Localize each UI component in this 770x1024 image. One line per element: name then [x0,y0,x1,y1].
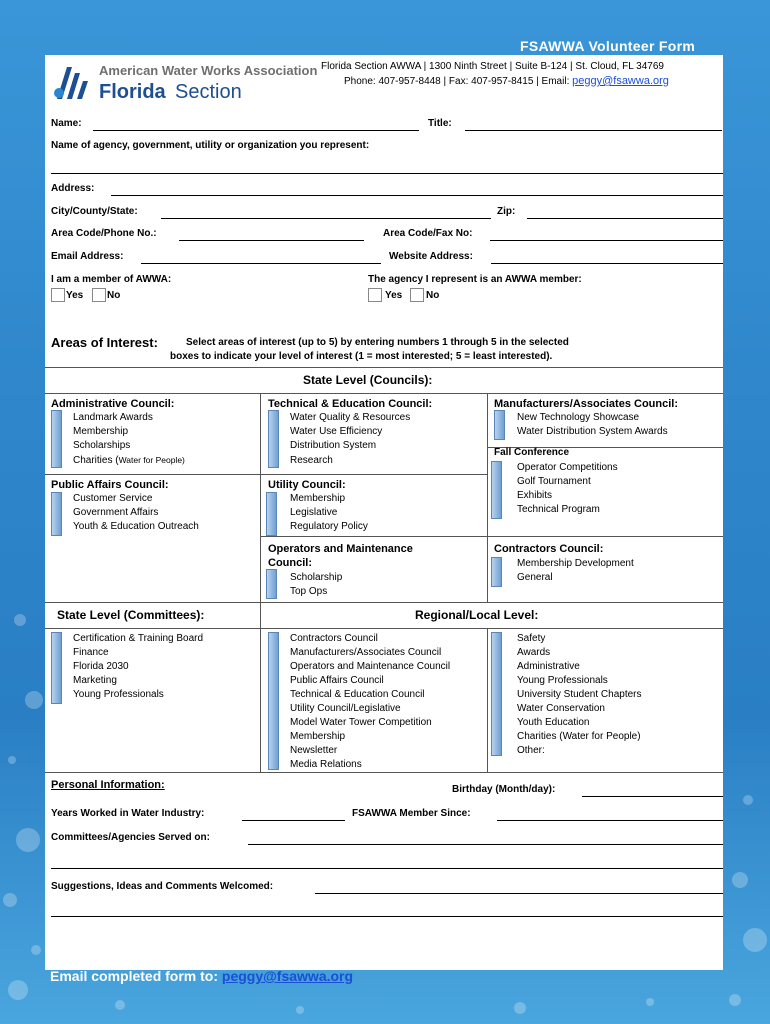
title-field[interactable] [465,130,722,131]
awwa-logo [53,63,318,107]
mfg-council-list [517,411,668,439]
list-item [73,453,185,468]
ops-council-title-line1: Operators and Maintenance [268,543,413,555]
header-contact [344,74,669,89]
admin-council-list [73,411,185,468]
divider [487,628,488,772]
header-address: Florida Section AWWA | 1300 Ninth Street | Suite B-124 | St. Cloud, FL 34769 [321,61,664,72]
ops-council-checkbox[interactable] [266,569,277,599]
charities-label: Charities ( [73,455,119,466]
list-item: Finance [73,647,109,658]
logo-line1: American Water Works Association [99,63,318,78]
regional-col1-list [290,632,450,772]
committees-heading: State Level (Committees): [57,608,205,622]
address-label: Address: [51,183,95,194]
list-item: Landmark Awards [73,412,153,423]
fall-conference-checkbox[interactable] [491,461,502,519]
regional-col2-list [517,632,642,758]
list-item: Charities (Water for People) [517,731,641,742]
agency-member-yes-checkbox[interactable] [368,288,382,302]
title-label: Title: [428,118,452,129]
list-item: Membership [290,493,346,504]
interest-instructions-1: Select areas of interest (up to 5) by entering numbers 1 through 5 in the selected [186,337,569,348]
divider [45,772,723,773]
agency-member-no-label: No [426,290,440,301]
mfg-council-checkbox[interactable] [494,410,505,440]
list-item: Regulatory Policy [290,521,368,532]
divider [45,367,723,368]
areas-of-interest-title [51,335,158,350]
committees-list [73,632,203,702]
name-field[interactable] [93,130,419,131]
list-item: Awards [517,647,551,658]
public-affairs-title: Public Affairs Council: [51,479,169,491]
tech-council-checkbox[interactable] [268,410,279,468]
list-item: Exhibits [517,490,553,501]
list-item: Top Ops [290,586,328,597]
phone-label: Area Code/Phone No.: [51,228,157,239]
list-item: Legislative [290,507,338,518]
list-item: Membership Development [517,558,634,569]
agency-member-yes-label: Yes [385,290,403,301]
list-item: Administrative [517,661,580,672]
fax-label: Area Code/Fax No: [383,228,473,239]
website-field[interactable] [491,263,723,264]
list-item: Model Water Tower Competition [290,717,432,728]
list-item: Scholarship [290,572,343,583]
awwa-member-no-checkbox[interactable] [92,288,106,302]
footer-text: Email completed form to: [50,968,219,984]
ops-council-title-line2: Council: [268,557,312,569]
zip-label: Zip: [497,206,516,217]
city-field[interactable] [161,218,491,219]
ops-council-list [290,571,342,599]
list-item: Other: [517,745,545,756]
charities-note: Water for People) [118,455,185,465]
list-item: Membership [290,731,346,742]
list-item: Membership [73,426,129,437]
tech-council-title: Technical & Education Council: [268,398,433,410]
list-item: General [517,572,553,583]
awwa-member-yes-label: Yes [66,290,84,301]
public-affairs-checkbox[interactable] [51,492,62,536]
committees-served-field-line2[interactable] [51,868,723,869]
divider [45,602,723,603]
list-item: Youth & Education Outreach [73,521,199,532]
list-item: Media Relations [290,759,362,770]
birthday-label: Birthday (Month/day): [452,784,556,795]
city-label: City/County/State: [51,206,138,217]
list-item: Government Affairs [73,507,159,518]
list-item: Technical & Education Council [290,689,425,700]
form-title: FSAWWA Volunteer Form [520,38,696,54]
councils-heading: State Level (Councils): [303,373,433,387]
fall-conference-title: Fall Conference [494,447,570,458]
list-item: Scholarships [73,440,131,451]
zip-field[interactable] [527,218,723,219]
fax-field[interactable] [490,240,723,241]
contractors-council-list [517,557,634,585]
fall-conference-list [517,461,618,517]
name-label: Name: [51,118,82,129]
list-item: Operator Competitions [517,462,618,473]
divider [487,536,723,537]
agency-field[interactable] [51,173,723,174]
admin-council-title: Administrative Council: [51,398,175,410]
website-label: Website Address: [389,251,473,262]
logo-section: Section [175,81,242,103]
years-field[interactable] [242,820,345,821]
awwa-member-label: I am a member of AWWA: [51,274,172,285]
list-item: Public Affairs Council [290,675,384,686]
committees-checkbox[interactable] [51,632,62,704]
years-label: Years Worked in Water Industry: [51,808,205,819]
divider [260,393,261,602]
tech-council-list [290,411,410,467]
areas-of-interest-heading: Areas of Interest [51,335,154,350]
birthday-field[interactable] [582,796,723,797]
list-item: Water Quality & Resources [290,412,411,423]
agency-member-label: The agency I represent is an AWWA member: [368,274,582,285]
footer [50,968,353,984]
suggestions-label: Suggestions, Ideas and Comments Welcomed: [51,881,274,892]
list-item: Golf Tournament [517,476,591,487]
divider [45,628,723,629]
phone-field[interactable] [179,240,364,241]
email-field[interactable] [141,263,381,264]
suggestions-field[interactable] [315,893,723,894]
member-since-label: FSAWWA Member Since: [352,808,471,819]
utility-council-list [290,492,368,534]
personal-info-title: Personal Information: [51,779,165,791]
list-item: Customer Service [73,493,153,504]
list-item: University Student Chapters [517,689,642,700]
divider [487,393,488,602]
regional-col2-checkbox[interactable] [491,632,502,756]
regional-col1-checkbox[interactable] [268,632,279,770]
list-item: Young Professionals [517,675,608,686]
committees-served-field[interactable] [248,844,723,845]
divider [45,474,260,475]
list-item: Young Professionals [73,689,164,700]
list-item: Distribution System [290,440,377,451]
utility-council-title: Utility Council: [268,479,346,491]
interest-instructions-2: boxes to indicate your level of interest (1 = most interested; 5 = least interested). [170,351,553,362]
awwa-member-no-label: No [107,290,121,301]
list-item: Manufacturers/Associates Council [290,647,442,658]
address-field[interactable] [111,195,723,196]
list-item: Newsletter [290,745,338,756]
areas-of-interest-colon: : [153,335,158,350]
mfg-council-title: Manufacturers/Associates Council: [494,398,678,410]
divider [45,393,723,394]
list-item: Water Conservation [517,703,605,714]
member-since-field[interactable] [497,820,723,821]
list-item: Research [290,455,333,466]
agency-member-no-checkbox[interactable] [410,288,424,302]
list-item: Water Distribution System Awards [517,426,668,437]
public-affairs-list [73,492,199,534]
list-item: Contractors Council [290,633,378,644]
committees-served-label: Committees/Agencies Served on: [51,832,210,843]
footer-email-link[interactable]: peggy@fsawwa.org [221,968,354,984]
awwa-member-yes-checkbox[interactable] [51,288,65,302]
email-label: Email Address: [51,251,124,262]
header-email-link[interactable]: peggy@fsawwa.org [572,75,669,87]
awwa-logo-mark-icon [53,63,91,101]
list-item: Safety [517,633,546,644]
list-item: Utility Council/Legislative [290,703,401,714]
list-item: Water Use Efficiency [290,426,383,437]
header-contact-text: Phone: 407-957-8448 | Fax: 407-957-8415 | Email: [344,76,573,87]
suggestions-field-line2[interactable] [51,916,723,917]
list-item: Certification & Training Board [73,633,204,644]
logo-florida: Florida [99,81,166,103]
regional-heading: Regional/Local Level: [415,608,539,622]
list-item: Florida 2030 [73,661,129,672]
list-item: Youth Education [517,717,590,728]
utility-council-checkbox[interactable] [266,492,277,536]
admin-council-checkbox[interactable] [51,410,62,468]
agency-label: Name of agency, government, utility or organization you represent: [51,140,370,151]
list-item: Technical Program [517,504,600,515]
list-item: New Technology Showcase [517,412,640,423]
form-sheet [45,55,723,970]
list-item: Operators and Maintenance Council [290,661,451,672]
list-item: Marketing [73,675,117,686]
contractors-council-checkbox[interactable] [491,557,502,587]
contractors-council-title: Contractors Council: [494,543,604,555]
divider [260,474,487,475]
